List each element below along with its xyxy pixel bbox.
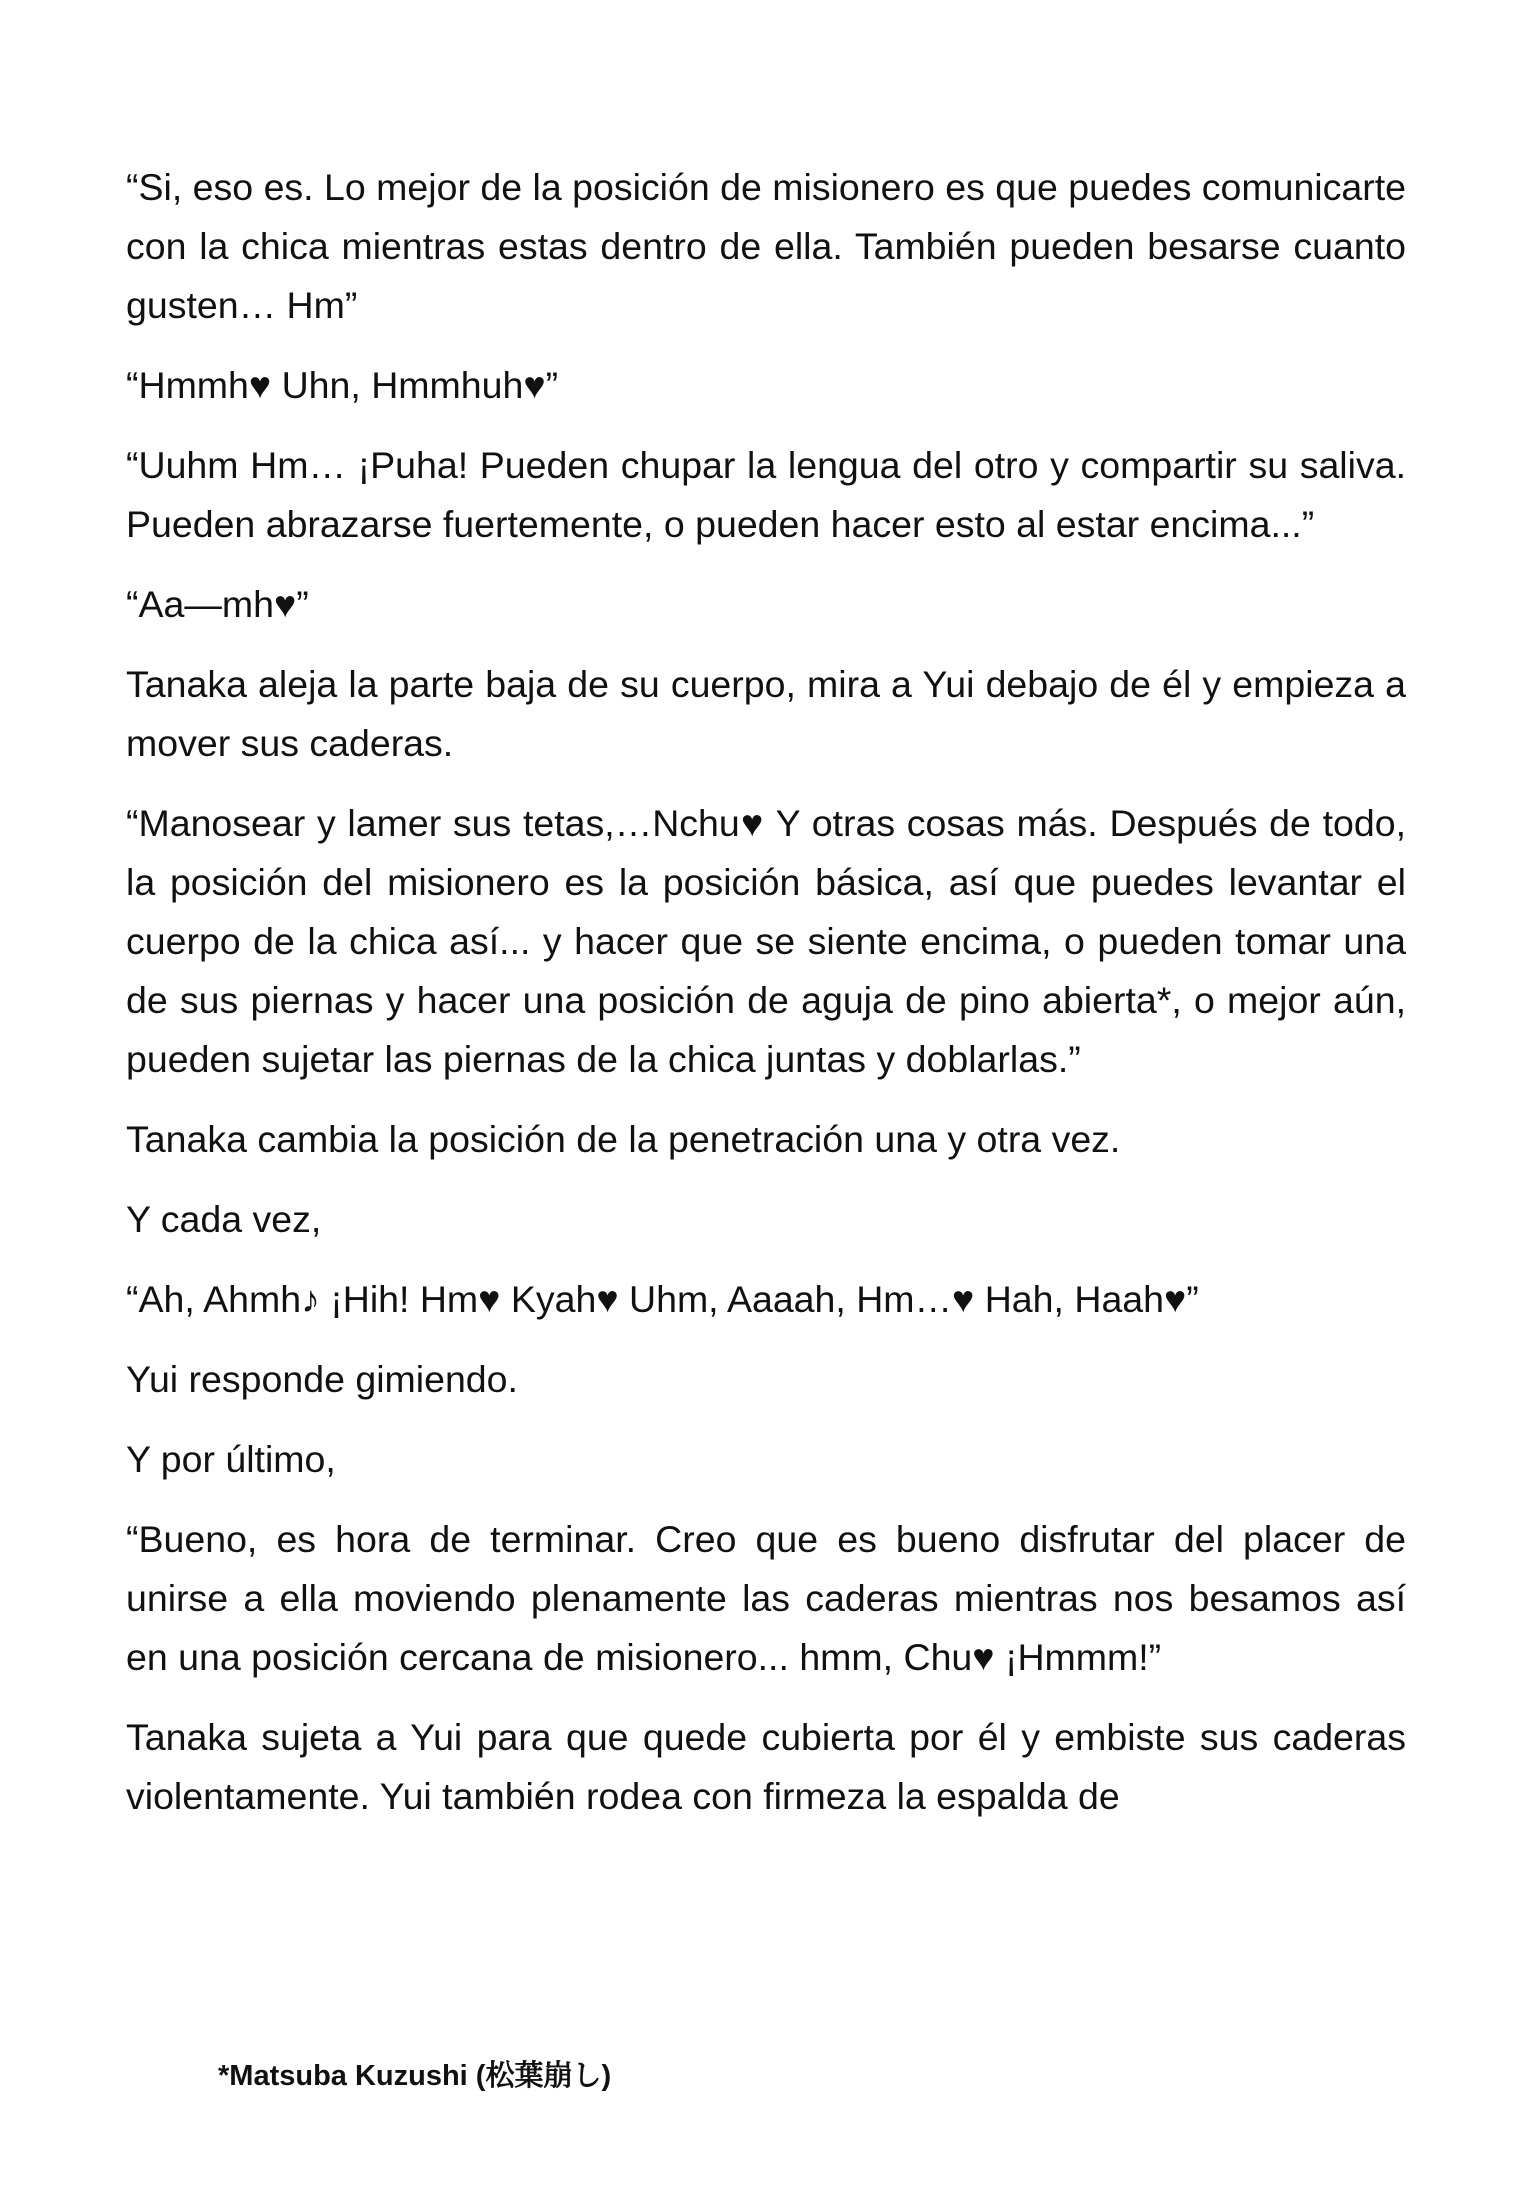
footnote: *Matsuba Kuzushi (松葉崩し) [218,2060,612,2092]
paragraph-6: “Manosear y lamer sus tetas,…Nchu♥ Y otras cosas más. Después de todo, la posición del misionero es la posición básica, así que puedes levantar el cuerpo de la chica así... y hacer que se siente encima, o pueden tomar una de sus piernas y hacer una posición de aguja de pino abierta*, o mejor aún, pueden sujetar las piernas de la chica juntas y doblarlas.” [126,802,1406,1080]
paragraph-4: “Aa—mh♥” [126,583,309,625]
paragraph-7: Tanaka cambia la posición de la penetración una y otra vez. [126,1118,1121,1160]
paragraph-5: Tanaka aleja la parte baja de su cuerpo, mira a Yui debajo de él y empieza a mover sus caderas. [126,663,1406,764]
paragraph-2: “Hmmh♥ Uhn, Hmmhuh♥” [126,364,559,406]
paragraph-11: Y por último, [126,1438,336,1480]
paragraph-13: Tanaka sujeta a Yui para que quede cubierta por él y embiste sus caderas violentamente. Yui también rodea con firmeza la espalda de [126,1716,1406,1817]
paragraph-12: “Bueno, es hora de terminar. Creo que es bueno disfrutar del placer de unirse a ella moviendo plenamente las caderas mientras nos besamos así en una posición cercana de misionero... hmm, Chu♥ ¡Hmmm!” [126,1518,1406,1678]
paragraph-8: Y cada vez, [126,1198,322,1240]
paragraph-1: “Si, eso es. Lo mejor de la posición de misionero es que puedes comunicarte con la chica mientras estas dentro de ella. También pueden besarse cuanto gusten… Hm” [126,166,1406,326]
paragraph-3: “Uuhm Hm… ¡Puha! Pueden chupar la lengua del otro y compartir su saliva. Pueden abrazarse fuertemente, o pueden hacer esto al estar encima...” [126,444,1406,545]
body-text [126,158,1406,1826]
paragraph-10: Yui responde gimiendo. [126,1358,518,1400]
paragraph-9: “Ah, Ahmh♪ ¡Hih! Hm♥ Kyah♥ Uhm, Aaaah, Hm…♥ Hah, Haah♥” [126,1278,1199,1320]
